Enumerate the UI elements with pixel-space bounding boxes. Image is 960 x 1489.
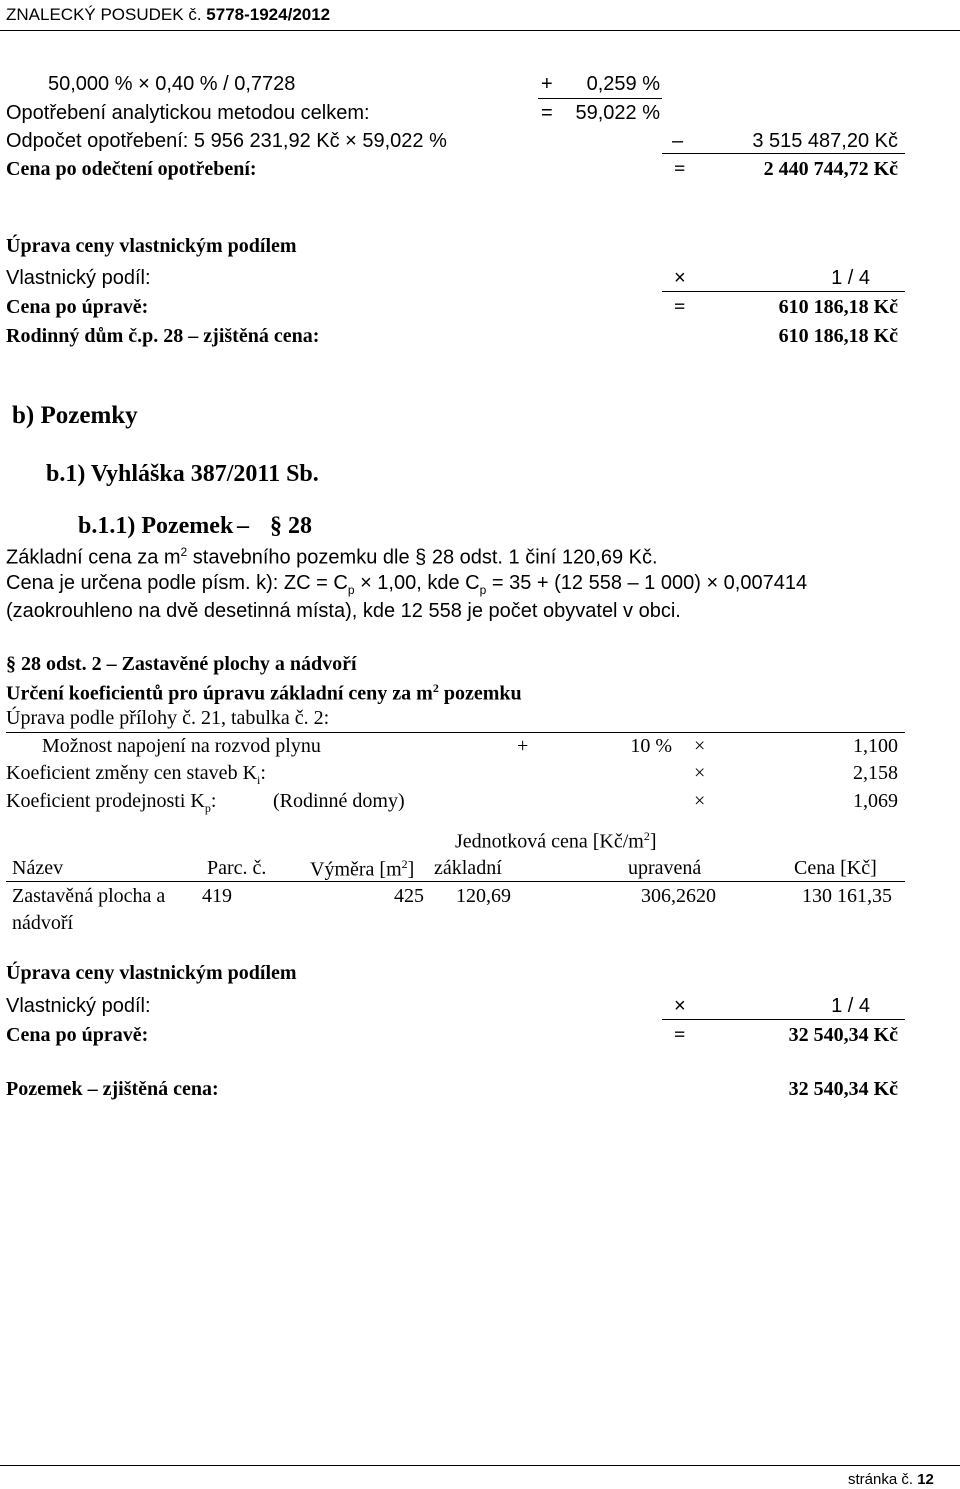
coef-row-value: 2,158 (853, 762, 898, 784)
house-label: Rodinný dům č.p. 28 – zjištěná cena: (6, 325, 320, 347)
group-header-sup: 2 (643, 829, 650, 843)
wear-row-value: 3 515 487,20 Kč (752, 130, 898, 152)
wear-row-value: 2 440 744,72 Kč (763, 158, 898, 180)
land-label: Pozemek – zjištěná cena: (6, 1078, 219, 1100)
wear-row-value: 59,022 % (575, 102, 660, 124)
sum-rule (662, 291, 905, 292)
coef-subheading-text: Určení koeficientů pro úpravu základní ceny za m (6, 682, 433, 705)
col-header-area (310, 858, 414, 880)
coef-subheading-sup: 2 (432, 681, 439, 695)
coef-row-op: + (517, 735, 529, 757)
wear-row-op: – (672, 130, 684, 152)
subsub-prefix: b.1.1) Pozemek (78, 513, 234, 539)
price-label: Cena po úpravě: (6, 296, 149, 318)
wear-row-label: Odpočet opotřebení: 5 956 231,92 Kč × 59,022 % (6, 130, 447, 152)
subsub-section: § 28 (270, 513, 312, 539)
coef-label-suffix: : (260, 762, 266, 784)
coef-row-mult: × (694, 762, 706, 784)
share-value: 1 / 4 (831, 995, 870, 1017)
price-value: 610 186,18 Kč (778, 296, 898, 318)
cell-name: Zastavěná plocha a (12, 885, 166, 907)
coef-label-suffix: : (210, 790, 217, 812)
col-area-text: Výměra [m (310, 858, 402, 881)
cell-parc: 419 (202, 885, 232, 907)
footer-divider (0, 1465, 960, 1466)
group-header-text: ] (649, 830, 657, 853)
share-op: × (674, 267, 686, 289)
col-area-sup: 2 (401, 857, 408, 871)
cell-area: 425 (394, 885, 424, 907)
wear-row-op: = (541, 102, 553, 124)
col-header-name: Název (12, 857, 64, 879)
sum-rule (538, 98, 662, 99)
share-label: Vlastnický podíl: (6, 995, 151, 1017)
share-op: × (674, 995, 686, 1017)
share-value: 1 / 4 (831, 267, 870, 289)
section-heading: b) Pozemky (12, 402, 138, 429)
calc-text: = 35 + (12 558 – 1 000) × 0,007414 (486, 572, 808, 594)
section-heading: Úprava ceny vlastnickým podílem (6, 235, 297, 257)
base-sup: 2 (180, 545, 188, 559)
price-value: 32 540,34 Kč (788, 1024, 898, 1046)
coef-heading: § 28 odst. 2 – Zastavěné plochy a nádvoří (6, 653, 357, 675)
page-header (0, 0, 960, 30)
header-title-prefix: ZNALECKÝ POSUDEK č. (6, 5, 202, 24)
subsub-dash: – (237, 513, 249, 539)
page-number (848, 1472, 934, 1487)
calc-text: × 1,00, kde C (354, 572, 480, 594)
calc-sub: p (347, 583, 355, 597)
group-header-text: Jednotková cena [Kč/m (455, 830, 644, 853)
col-header-price: Cena [Kč] (794, 857, 877, 879)
col-header-parc: Parc. č. (207, 857, 267, 879)
coef-row-mult: × (694, 735, 706, 757)
base-text: Základní cena za m (6, 546, 181, 569)
coef-subheading-text: pozemku (438, 682, 522, 705)
calc-sub: p (479, 583, 487, 597)
share-label: Vlastnický podíl: (6, 267, 151, 289)
appendix-ref: Úprava podle přílohy č. 21, tabulka č. 2: (6, 707, 330, 729)
wear-row-value: 0,259 % (586, 73, 660, 95)
coef-row-label (6, 763, 266, 786)
coef-row-label (6, 791, 216, 814)
coef-row-value: 1,069 (853, 790, 898, 812)
sum-rule (662, 1019, 905, 1020)
coef-row-extra: (Rodinné domy) (273, 790, 405, 812)
wear-row-op: + (541, 73, 553, 95)
coef-row-mult: × (694, 790, 706, 812)
wear-row-label: 50,000 % × 0,40 % / 0,7728 (48, 73, 296, 95)
coef-row-value: 1,100 (853, 735, 898, 757)
base-text: stavebního pozemku dle § 28 odst. 1 činí 120,69 Kč. (187, 546, 658, 569)
section-heading: Úprava ceny vlastnickým podílem (6, 962, 297, 984)
col-header-adjusted: upravená (628, 857, 702, 879)
cell-base: 120,69 (456, 885, 511, 907)
subsection-heading: b.1) Vyhláška 387/2011 Sb. (46, 461, 319, 487)
header-title (6, 6, 330, 23)
coef-label-sub: p (204, 801, 211, 815)
calc-line (6, 573, 807, 596)
coef-row-pct: 10 % (630, 735, 672, 757)
coef-row-label: Možnost napojení na rozvod plynu (42, 735, 321, 757)
cell-price: 130 161,35 (802, 885, 892, 907)
coef-label-sub: i (257, 773, 261, 787)
price-op: = (674, 296, 686, 318)
col-header-base: základní (434, 857, 502, 879)
house-value: 610 186,18 Kč (778, 325, 898, 347)
table-group-header (455, 830, 657, 852)
price-label: Cena po úpravě: (6, 1024, 149, 1046)
base-price-line (6, 546, 658, 568)
col-area-text: ] (407, 858, 415, 881)
coef-subheading (6, 682, 522, 704)
coef-label-text: Koeficient změny cen staveb K (6, 762, 258, 784)
wear-row-op: = (674, 158, 686, 180)
header-title-number: 5778-1924/2012 (206, 5, 331, 24)
cell-adjusted: 306,2620 (641, 885, 716, 907)
price-op: = (674, 1024, 686, 1046)
calc-line-2: (zaokrouhleno na dvě desetinná místa), kde 12 558 je počet obyvatel v obci. (6, 600, 681, 622)
wear-row-label: Cena po odečtení opotřebení: (6, 158, 257, 180)
page-number-value: 12 (917, 1471, 934, 1488)
coef-label-text: Koeficient prodejnosti K (6, 790, 205, 812)
header-divider (0, 30, 960, 31)
table-rule (6, 732, 905, 733)
land-value: 32 540,34 Kč (788, 1078, 898, 1100)
wear-row-label: Opotřebení analytickou metodou celkem: (6, 102, 370, 124)
page-label: stránka č. (848, 1471, 914, 1488)
sum-rule (662, 153, 905, 154)
calc-text: Cena je určena podle písm. k): ZC = C (6, 572, 348, 594)
cell-name-cont: nádvoří (12, 912, 74, 934)
table-rule (6, 881, 905, 882)
subsubsection-heading (78, 514, 233, 538)
